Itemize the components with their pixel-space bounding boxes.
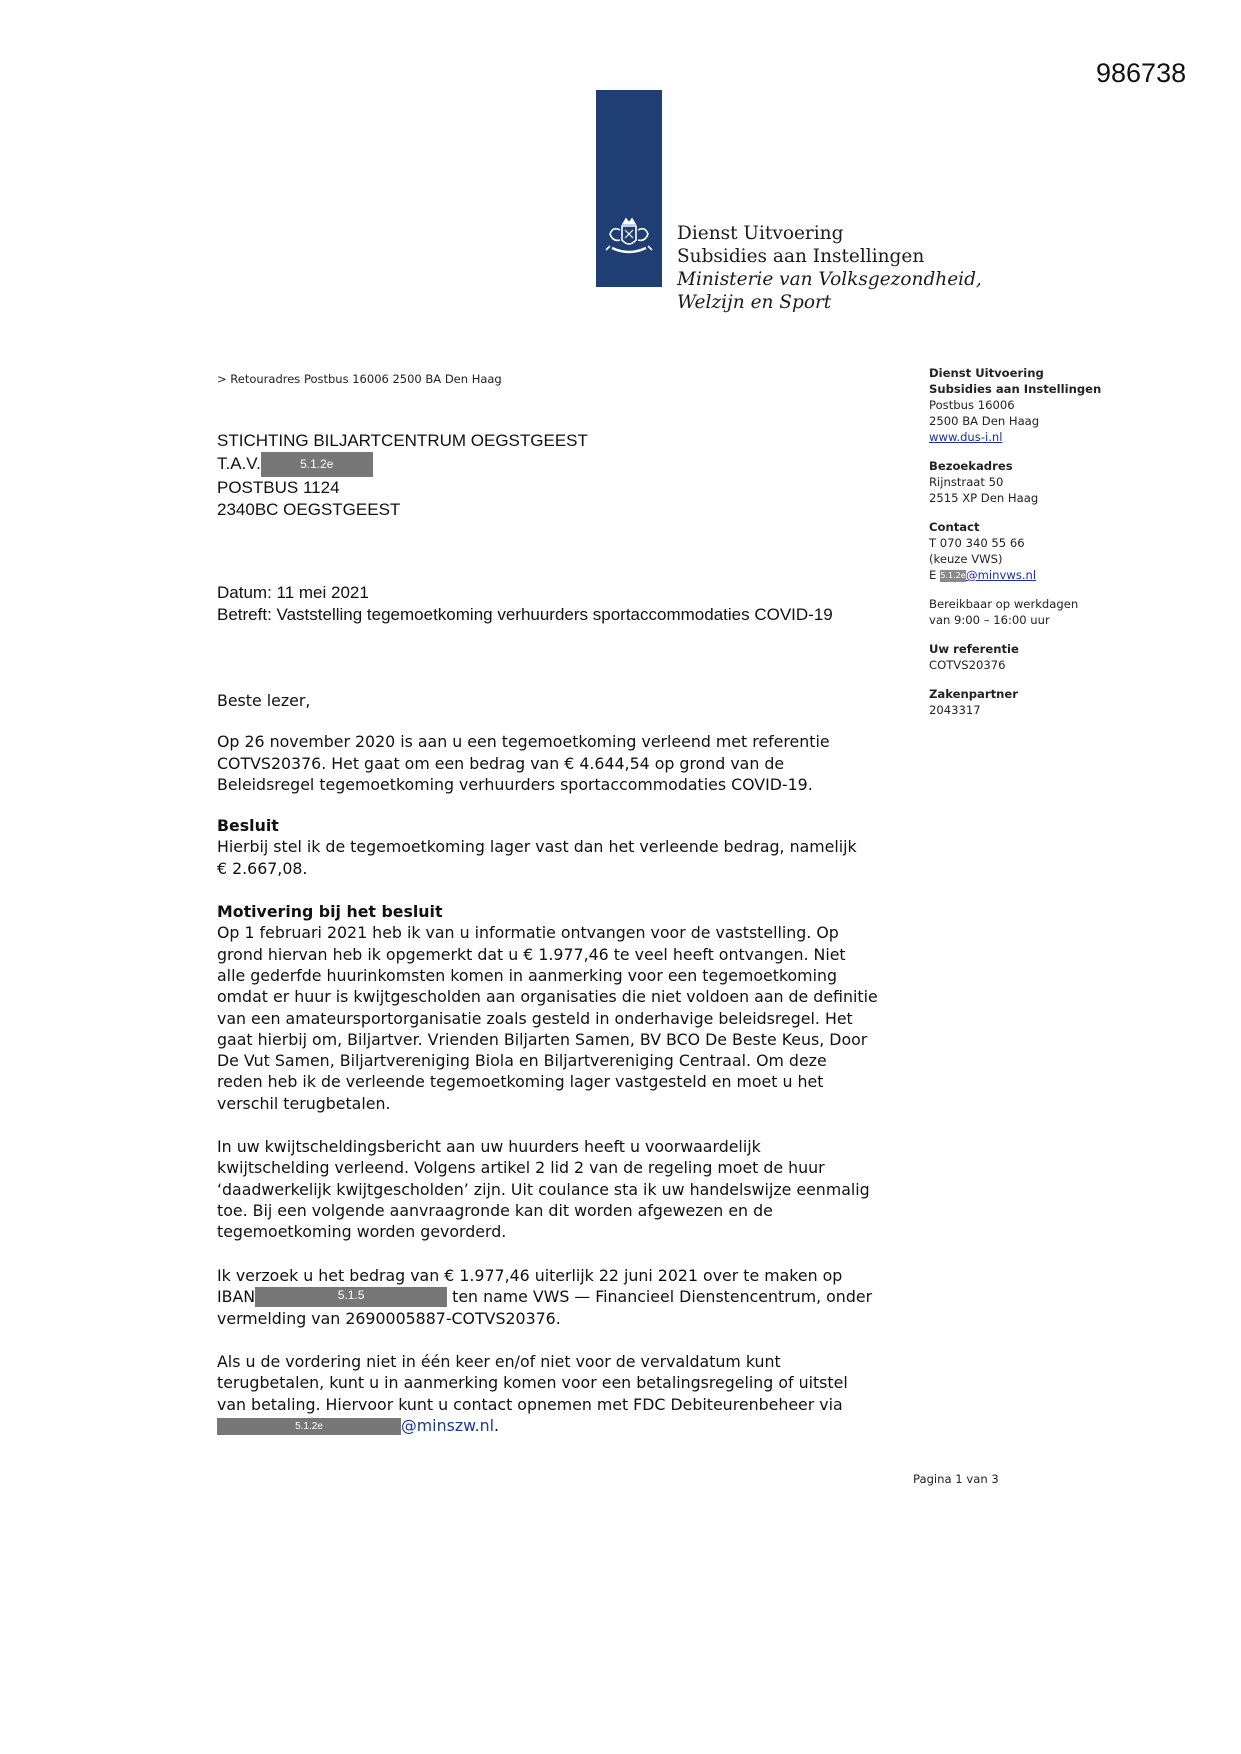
payment-iban-line [217,1286,907,1308]
besluit-heading: Besluit [217,816,279,836]
sidebar-hours-line: Bereikbaar op werkdagen [929,597,1079,611]
sidebar-postcode: 2500 BA Den Haag [929,414,1040,428]
motivering-line: omdat er huur is kwijtgescholden aan organisaties die niet voldoen aan de definitie [217,987,878,1007]
sidebar-partner-value: 2043317 [929,703,981,717]
sidebar-website-link[interactable]: www.dus-i.nl [929,430,1003,444]
motivering-line: gaat hierbij om, Biljartver. Vrienden Biljarten Samen, BV BCO De Beste Keus, Door [217,1029,868,1049]
letter-meta [217,582,833,626]
sidebar-email-link[interactable]: @minvws.nl [966,568,1037,582]
tav-label: T.A.V. [217,453,261,473]
fdc-email-link[interactable]: @minszw.nl [401,1416,494,1436]
sidebar-org-line: Subsidies aan Instellingen [929,382,1102,396]
intro-line: COTVS20376. Het gaat om een bedrag van € 4.644,54 op grond van de [217,753,785,773]
logo-line-1: Dienst Uitvoering [677,223,844,244]
sidebar-partner-block [929,686,1129,718]
return-address: > Retouradres Postbus 16006 2500 BA Den Haag [217,372,502,386]
recipient-attention [217,452,588,477]
motivering-line: Op 1 februari 2021 heb ik van u informatie ontvangen voor de vaststelling. Op [217,923,839,943]
intro-line: Op 26 november 2020 is aan u een tegemoetkoming verleend met referentie [217,732,830,752]
logo-line-4: Welzijn en Sport [677,292,832,313]
sidebar-contact-block [929,519,1129,583]
redaction-box: 5.1.2e [940,570,966,580]
motivering-line: reden heb ik de verleende tegemoetkoming lager vastgesteld en moet u het [217,1072,824,1092]
recipient-city: 2340BC OEGSTGEEST [217,500,401,519]
iban-label: IBAN [217,1286,256,1306]
letter-subject: Betreft: Vaststelling tegemoetkoming verhuurders sportaccommodaties COVID-19 [217,605,833,624]
page-number: Pagina 1 van 3 [913,1472,999,1486]
motivering-line: van een amateursportorganisatie zoals gesteld in onderhavige beleidsregel. Het [217,1008,853,1028]
redaction-box: 5.1.2e [217,1418,401,1435]
fdc-email-line [217,1415,907,1436]
kwijtschelding-line: ‘daadwerkelijk kwijtgescholden’ zijn. Uit coulance sta ik uw handelswijze eenmalig [217,1179,870,1199]
besluit-line: € 2.667,08. [217,858,308,878]
sidebar-phone: T 070 340 55 66 [929,536,1025,550]
logo-bar [596,90,662,287]
kwijtschelding-line: toe. Bij een volgende aanvraagronde kan dit worden afgewezen en de [217,1200,773,1220]
sidebar-visit-label: Bezoekadres [929,459,1013,473]
sidebar-visit-block [929,458,1129,506]
motivering-line: grond hiervan heb ik opgemerkt dat u € 1.977,46 te veel heeft ontvangen. Niet [217,944,846,964]
motivering-line: De Vut Samen, Biljartvereniging Biola en Biljartvereniging Centraal. Om deze [217,1051,827,1071]
kwijtschelding-line: kwijtschelding verleend. Volgens artikel 2 lid 2 van de regeling moet de huur [217,1158,825,1178]
email-period: . [494,1416,500,1436]
sidebar-ref-value: COTVS20376 [929,658,1006,672]
sidebar-org-line: Dienst Uitvoering [929,366,1044,380]
sidebar-visit-city: 2515 XP Den Haag [929,491,1039,505]
sidebar-ref-label: Uw referentie [929,642,1019,656]
sidebar-postbus: Postbus 16006 [929,398,1015,412]
redaction-box: 5.1.2e [261,452,373,477]
sidebar-visit-street: Rijnstraat 50 [929,475,1004,489]
sidebar-org-block [929,365,1129,445]
letter-date: Datum: 11 mei 2021 [217,583,369,602]
sidebar-hours-line: van 9:00 – 16:00 uur [929,613,1050,627]
besluit-line: Hierbij stel ik de tegemoetkoming lager vast dan het verleende bedrag, namelijk [217,837,857,857]
kwijtschelding-line: In uw kwijtscheldingsbericht aan uw huurders heeft u voorwaardelijk [217,1137,761,1157]
document-number: 986738 [1096,58,1187,88]
royal-crest-icon [602,212,656,262]
sidebar-partner-label: Zakenpartner [929,687,1018,701]
recipient-name: STICHTING BILJARTCENTRUM OEGSTGEEST [217,431,588,450]
betalingsregeling-line: terugbetalen, kunt u in aanmerking komen voor een betalingsregeling of uitstel [217,1373,848,1393]
sidebar-phone-note: (keuze VWS) [929,552,1003,566]
payment-line: Ik verzoek u het bedrag van € 1.977,46 uiterlijk 22 juni 2021 over te maken op [217,1265,843,1285]
sidebar-email [929,567,1129,583]
sidebar-ref-block [929,641,1129,673]
kwijtschelding-line: tegemoetkoming worden gevorderd. [217,1222,507,1242]
betalingsregeling-line: van betaling. Hiervoor kunt u contact opnemen met FDC Debiteurenbeheer via [217,1394,843,1414]
betalingsregeling-line: Als u de vordering niet in één keer en/of niet voor de vervaldatum kunt [217,1352,781,1372]
recipient-postbus: POSTBUS 1124 [217,478,340,497]
sidebar-contact-label: Contact [929,520,980,534]
logo-line-2: Subsidies aan Instellingen [677,246,925,267]
motivering-heading: Motivering bij het besluit [217,902,443,922]
payment-line: vermelding van 2690005887-COTVS20376. [217,1308,561,1328]
logo-line-3: Ministerie van Volksgezondheid, [677,269,982,290]
recipient-block [217,430,588,521]
intro-line: Beleidsregel tegemoetkoming verhuurders sportaccommodaties COVID-19. [217,774,813,794]
redaction-box: 5.1.5 [255,1287,447,1307]
sidebar-email-prefix: E [929,568,941,582]
letter-body [217,690,907,1436]
sidebar-hours-block [929,596,1129,628]
payment-line-rest: ten name VWS — Financieel Dienstencentrum, onder [447,1286,873,1306]
salutation: Beste lezer, [217,691,311,710]
sidebar-contact [929,365,1129,731]
motivering-line: alle gederfde huurinkomsten komen in aanmerking voor een tegemoetkoming [217,965,837,985]
logo-text [677,222,982,314]
motivering-line: verschil terugbetalen. [217,1093,391,1113]
